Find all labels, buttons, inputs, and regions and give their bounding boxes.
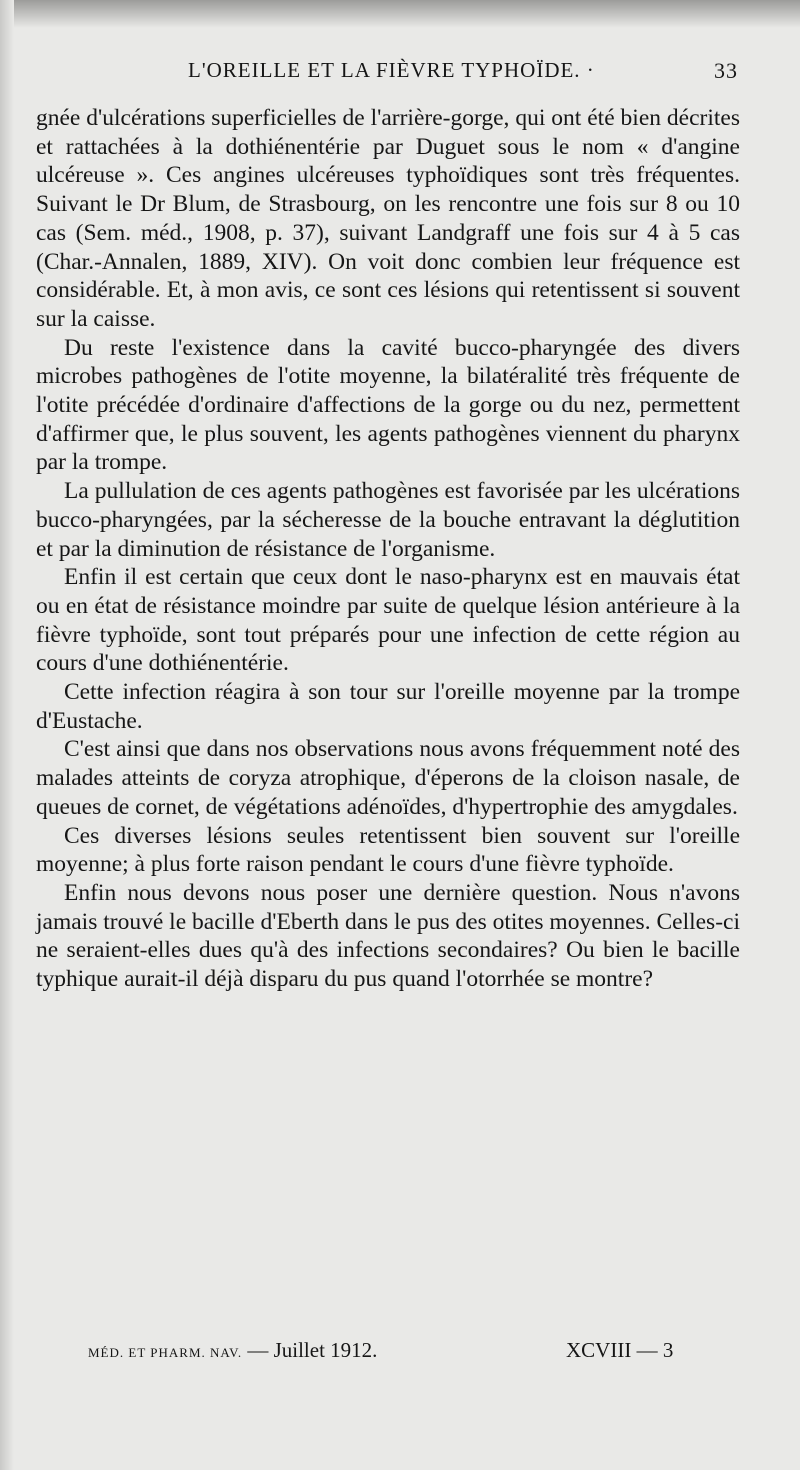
- paragraph: Enfin nous devons nous poser une dernière question. Nous n'avons jamais trouvé le bacille d'Eberth dans le pus des otites moyennes. Celles-ci ne seraient-elles dues qu'à des infections secondaires? Ou bien le bacille typhique aurait-il déjà disparu du pus quand l'otorrhée se montre?: [36, 879, 740, 993]
- signature-mark: XCVIII — 3: [566, 1338, 674, 1362]
- page-left-shadow: [0, 0, 14, 1470]
- paragraph: La pullulation de ces agents pathogènes est favorisée par les ulcérations bucco-pharyngées, par la sécheresse de la bouche entravant la déglutition et par la diminution de résistance de l'organisme.: [36, 478, 740, 562]
- paragraph: Ces diverses lésions seules retentissent bien souvent sur l'oreille moyenne; à plus forte raison pendant le cours d'une fièvre typhoïde.: [36, 822, 740, 878]
- paragraph: Enfin il est certain que ceux dont le naso-pharynx est en mauvais état ou en état de résistance moindre par suite de quelque lésion antérieure à la fièvre typhoïde, sont tout préparés pour une infection de cette région au cours d'une dothiénentérie.: [36, 564, 740, 677]
- page-number: 33: [714, 58, 738, 83]
- journal-name: MÉD. ET PHARM. NAV.: [88, 1345, 243, 1360]
- body-text: [36, 104, 740, 994]
- page-top-edge: [0, 0, 800, 28]
- paragraph: C'est ainsi que dans nos observations nous avons fréquemment noté des malades atteints de coryza atrophique, d'éperons de la cloison nasale, de queues de cornet, de végétations adénoïdes, d'hypertrophie des amygdales.: [36, 736, 740, 820]
- footer-citation: [88, 1338, 377, 1363]
- running-header: [36, 58, 740, 88]
- paragraph: Du reste l'existence dans la cavité bucco-pharyngée des divers microbes pathogènes de l'otite moyenne, la bilatéralité très fréquente de l'otite précédée d'ordinaire d'affections de la gorge ou du nez, permettent d'affirmer que, le plus souvent, les agents pathogènes viennent du pharynx par la trompe.: [36, 334, 740, 476]
- paragraph: gnée d'ulcérations superficielles de l'arrière-gorge, qui ont été bien décrites et rattachées à la dothiénentérie par Duguet sous le nom « d'angine ulcéreuse ». Ces angines ulcéreuses typhoïdiques sont très fréquentes. Suivant le Dr Blum, de Strasbourg, on les rencontre une fois sur 8 ou 10 cas (Sem. méd., 1908, p. 37), suivant Landgraff une fois sur 4 à 5 cas (Char.-Annalen, 1889, XIV). On voit donc combien leur fréquence est considérable. Et, à mon avis, ce sont ces lésions qui retentissent si souvent sur la caisse.: [36, 105, 740, 332]
- running-title: L'OREILLE ET LA FIÈVRE TYPHOÏDE. ·: [188, 58, 595, 82]
- paragraph: Cette infection réagira à son tour sur l'oreille moyenne par la trompe d'Eustache.: [36, 679, 740, 734]
- page-footer: [36, 1338, 740, 1368]
- issue-date: — Juillet 1912.: [247, 1338, 378, 1362]
